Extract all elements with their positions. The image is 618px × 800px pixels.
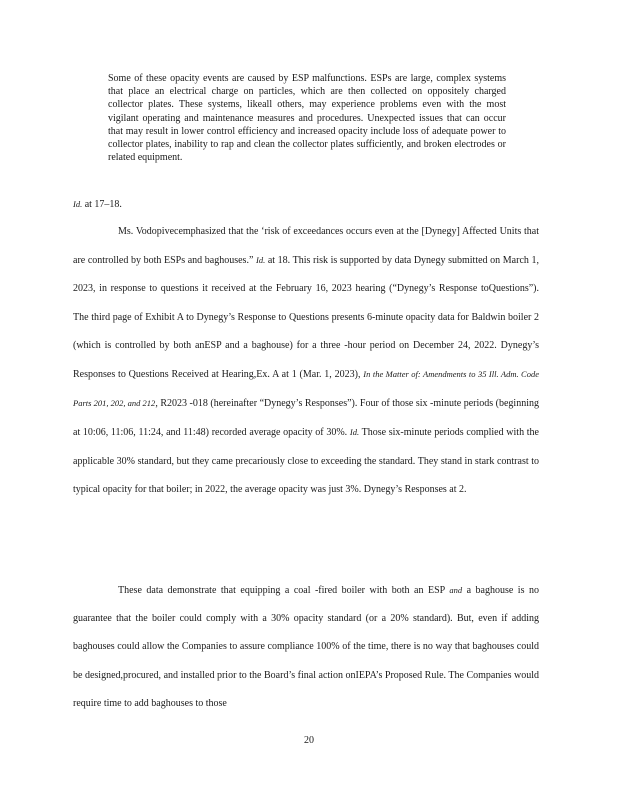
paragraph-1: [73, 218, 539, 504]
citation-pages: at 17–18.: [82, 199, 122, 210]
paragraph-2-text-b: a baghouse is no guarantee that the boiler could comply with a 30% opacity standard (or a 20% standard). But, even if adding baghouses could allow the Companies to assure compliance 100% of the time, there is no way that baghouses could be designed,procured, and installed prior to the Board’s final action onIEPA’s Proposed Rule. The Companies would require time to add baghouses to those: [73, 585, 539, 709]
paragraph-1-text-a: Ms. Vodopivecemphasized that the ‘risk of exceedances occurs even at the [Dynegy] Affected Units that are controlled by both ESPs and baghouses.”: [73, 226, 539, 267]
id-citation: Id.: [349, 427, 360, 438]
id-citation: Id.: [73, 199, 83, 209]
block-quote: Some of these opacity events are caused by ESP malfunctions. ESPs are large, complex systems that place an electrical charge on particles, which are then collected on oppositely charged collector plates. These systems, likeall others, may experience problems even with the most vigilant operating and maintenance measures and procedures. Unexpected issues that can occur that may result in lower control efficiency and increased opacity include loss of adequate power to collector plates, inability to rap and clean the collector plates sufficiently, and broken electrodes or related equipment.: [108, 73, 506, 164]
paragraph-1-text-d: Those six-minute periods complied with the applicable 30% standard, but they came precariously close to exceeding the standard. They stand in stark contrast to typical opacity for that boiler; in 2022, the average opacity was just 3%. Dynegy’s Responses at 2.: [73, 427, 539, 495]
paragraph-1-text-c: , R2023 -018 (hereinafter “Dynegy’s Responses”). Four of those six -minute periods (beginning at 10:06, 11:06, 11:24, and 11:48) recorded average opacity of 30%.: [73, 398, 539, 439]
emphasis-and: and: [449, 585, 463, 595]
paragraph-2: [73, 576, 539, 718]
paragraph-2-text-a: These data demonstrate that equipping a coal -fired boiler with both an ESP: [118, 585, 450, 596]
id-citation: Id.: [256, 255, 266, 266]
paragraph-1-text-b: at 18. This risk is supported by data Dynegy submitted on March 1, 2023, in response to questions it received at the February 16, 2023 hearing (“Dynegy’s Response toQuestions”). The third page of Exhibit A to Dynegy’s Response to Questions presents 6-minute opacity data for Baldwin boiler 2 (which is controlled by both anESP and a baghouse) for a three -hour period on December 24, 2022. Dynegy’s Responses to Questions Received at Hearing,Ex. A at 1 (Mar. 1, 2023),: [73, 255, 540, 381]
case-citation: In the Matter of: Amendments to 35 Ill. Adm. Code Parts 201, 202, and 212: [73, 369, 539, 409]
quote-citation: [73, 199, 122, 210]
page-number: 20: [304, 735, 314, 746]
